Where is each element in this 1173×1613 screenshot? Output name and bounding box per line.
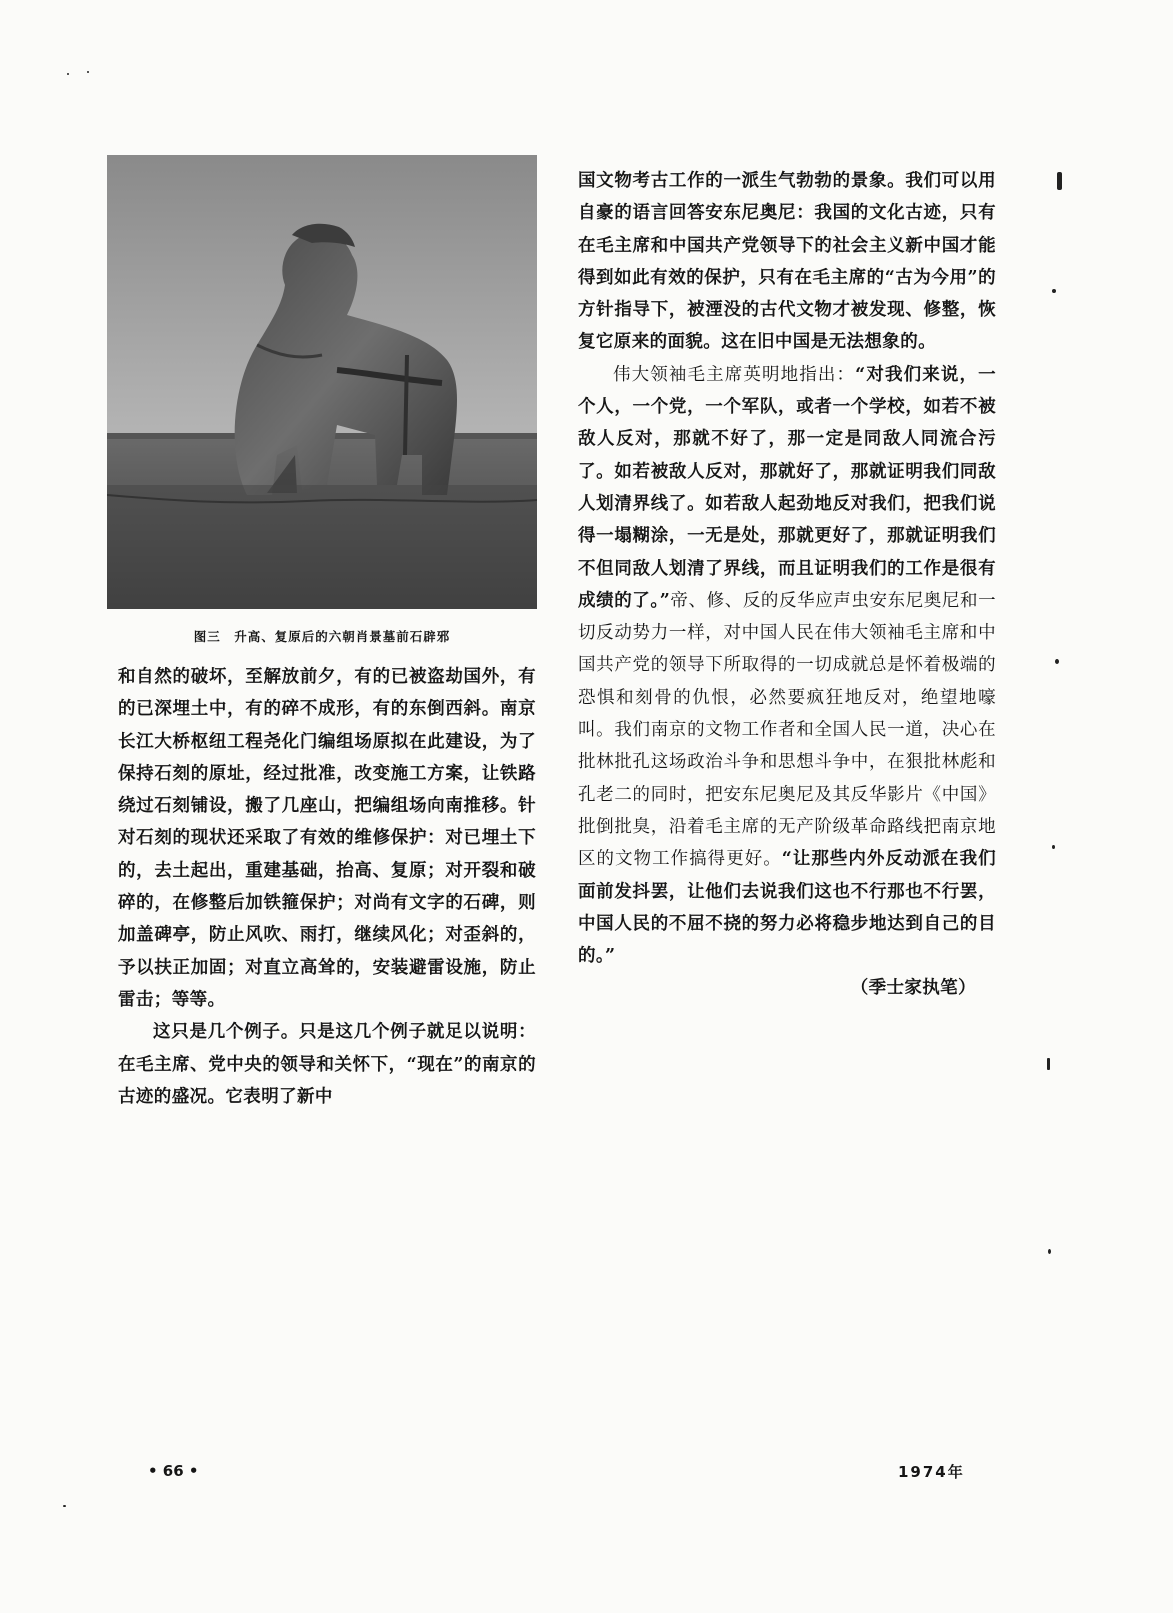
quote-lead: 伟大领袖毛主席英明地指出：: [613, 364, 856, 385]
left-paragraph-1: 和自然的破坏，至解放前夕，有的已被盗劫国外，有的已深埋土中，有的碎不成形，有的东倒西斜。南京长江大桥枢纽工程尧化门编组场原拟在此建设，为了保持石刻的原址，经过批准，改变施工方案，让铁路绕过石刻铺设，搬了几座山，把编组场向南推移。针对石刻的现状还采取了有效的维修保护：对已埋土下的，去土起出，重建基础，抬高、复原；对开裂和破碎的，在修整后加铁箍保护；对尚有文字的石碑，则加盖碑亭，防止风吹、雨打，继续风化；对歪斜的，予以扶正加固；对直立高耸的，安装避雷设施，防止雷击；等等。: [118, 667, 536, 1010]
left-paragraph-2: 这只是几个例子。只是这几个例子就足以说明：在毛主席、党中央的领导和关怀下，“现在”的南京的古迹的盛况。它表明了新中: [118, 1022, 536, 1107]
bixie-sculpture-image: [107, 155, 537, 609]
right-paragraph-1: 国文物考古工作的一派生气勃勃的景象。我们可以用自豪的语言回答安东尼奥尼：我国的文化古迹，只有在毛主席和中国共产党领导下的社会主义新中国才能得到如此有效的保护，只有在毛主席的“古为今用”的方针指导下，被湮没的古代文物才被发现、修整，恢复它原来的面貌。这在旧中国是无法想象的。: [578, 171, 996, 353]
scan-speck: [1052, 845, 1055, 849]
author-credit: （季士家执笔）: [850, 978, 976, 999]
scan-speck: [1048, 1249, 1051, 1254]
publication-year: 1974年: [898, 1463, 965, 1481]
scan-speck: [87, 71, 89, 73]
scan-speck: [63, 1505, 66, 1507]
scan-speck: [1057, 172, 1062, 190]
right-text-column: [578, 165, 996, 1005]
stone-bixie-photo: [107, 155, 537, 609]
scan-speck: [1047, 1058, 1050, 1070]
scan-speck: [1052, 289, 1056, 293]
mao-quotation: “对我们来说，一个人，一个党，一个军队，或者一个学校，如若不被敌人反对，那就不好了，那一定是同敌人同流合污了。如若被敌人反对，那就好了，那就证明我们同敌人划清界线了。如若敌人起劲地反对我们，把我们说得一塌糊涂，一无是处，那就更好了，那就证明我们不但同敌人划清了界线，而且证明我们的工作是很有成绩的了。”: [578, 364, 997, 611]
figure-caption: 图三 升高、复原后的六朝肖景墓前石辟邪: [193, 629, 451, 644]
page-number: • 66 •: [148, 1462, 199, 1480]
right-paragraph-2: [578, 359, 996, 973]
left-text-column: [118, 661, 536, 1113]
paragraph-continuation: 帝、修、反的反华应声虫安东尼奥尼和一切反动势力一样，对中国人民在伟大领袖毛主席和中国共产党的领导下所取得的一切成就总是怀着极端的恐惧和刻骨的仇恨，必然要疯狂地反对，绝望地嚎叫。我们南京的文物工作者和全国人民一道，决心在批林批孔这场政治斗争和思想斗争中，在狠批林彪和孔老二的同时，把安东尼奥尼及其反华影片《中国》批倒批臭，沿着毛主席的无产阶级革命路线把南京地区的文物工作搞得更好。: [578, 590, 997, 870]
mao-quotation-2: “让那些内外反动派在我们面前发抖罢，让他们去说我们这也不行那也不行罢，中国人民的不屈不挠的努力必将稳步地达到自己的目的。”: [578, 849, 996, 967]
scan-speck: [1055, 659, 1059, 664]
scan-speck: [67, 73, 69, 75]
